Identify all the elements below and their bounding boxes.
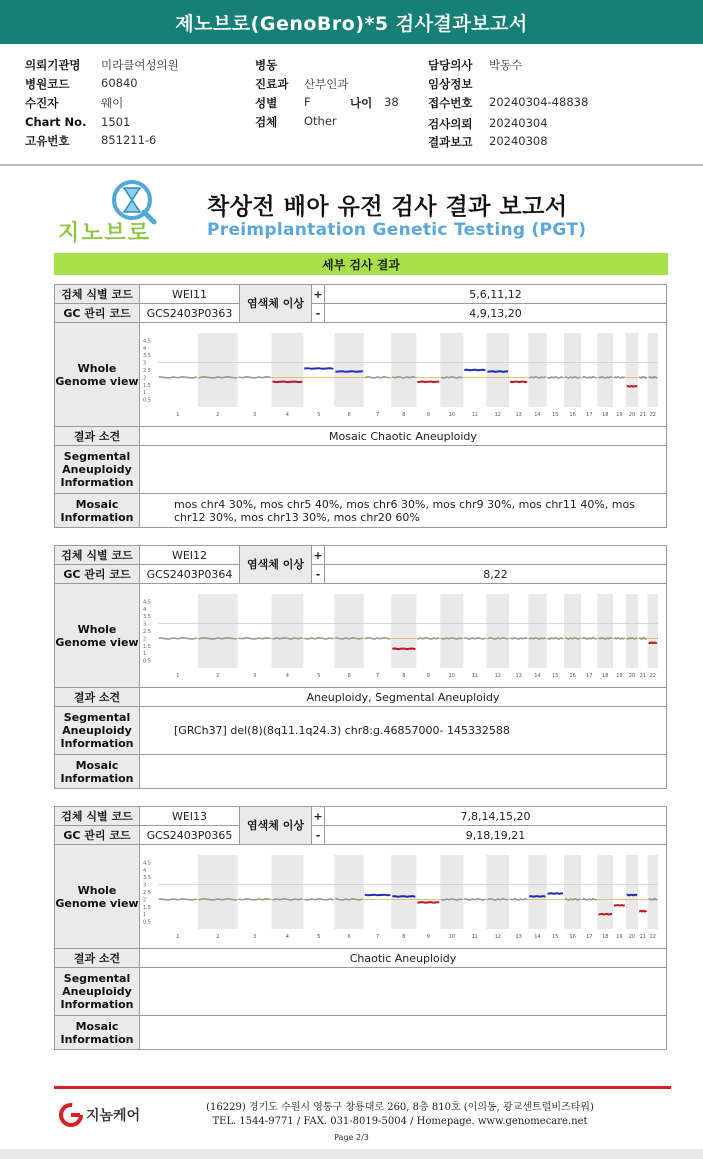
chromosome-11-copy-number [464,638,485,639]
chromosome-label: 15 [552,412,559,418]
chromosome-band [564,855,581,929]
chromosome-1-copy-number [159,377,197,378]
chromosome-1-copy-number [159,638,197,639]
chromosome-band [626,855,638,929]
gain-chromosomes: 5,6,11,12 [325,285,667,304]
chromosome-label: 9 [426,934,430,940]
chromosome-1-copy-number [159,899,197,900]
chromosome-label: 17 [586,673,593,679]
chromosome-20-copy-number [627,895,637,896]
gain-chromosomes: 7,8,14,15,20 [325,807,667,826]
wgv-label: Whole Genome view [55,845,140,949]
loss-sign: - [312,565,325,584]
chromosome-label: 18 [602,673,609,679]
chromosome-band [334,333,363,407]
result-label: 결과 소견 [55,688,140,707]
chromosome-17-copy-number [582,377,596,378]
chromosome-5-copy-number [304,899,333,900]
whole-genome-chart-cell [140,323,667,427]
chromosome-8-copy-number [392,896,415,897]
y-tick-label: 3.5 [143,614,151,621]
field-value: 미라클여성의원 [101,58,179,72]
field-value: 박동수 [489,58,523,72]
chromosome-label: 7 [375,412,380,418]
field-label: Chart No. [25,115,87,129]
sample-id-value: WEI12 [140,546,240,565]
chromosome-17-copy-number [582,899,596,900]
contact-line: TEL. 1544-9771 / FAX. 031-8019-5004 / Homepage. www.genomecare.net [212,1116,588,1127]
logo-wordmark: 지노브로 [58,221,152,246]
result-label: 결과 소견 [55,427,140,446]
embryo-table-1 [54,284,667,528]
address-line: (16229) 경기도 수원시 영통구 창룡대로 260, 8층 810호 (이의동, 광교센트럴비즈타워) [206,1102,594,1113]
gain-sign: + [312,285,325,304]
chromosome-label: 21 [639,673,647,679]
chromosome-label: 4 [285,934,289,940]
embryo-table-2 [54,545,667,789]
chromosome-3-copy-number [239,377,271,378]
field-value: 20240304-48838 [489,95,589,109]
chromosome-15-copy-number [548,377,564,378]
page-bottom-band [0,1149,703,1159]
loss-chromosomes: 4,9,13,20 [325,304,667,323]
chromosome-band [198,333,238,407]
chromosome-label: 4 [285,412,289,418]
segmental-value [140,968,667,1016]
y-tick-label: 3.5 [143,353,151,360]
chromosome-label: 20 [628,412,636,418]
field-label: 성별 [255,96,278,110]
y-tick-label: 2.5 [143,368,151,374]
chromosome-label: 20 [628,673,636,679]
mosaic-label: Mosaic Information [55,494,140,528]
chromosome-band [440,333,463,407]
chromosome-band [486,594,509,668]
footer-address [150,1101,650,1129]
chromosome-label: 6 [347,412,351,418]
y-tick-label: 1.5 [143,904,151,911]
y-tick-label: 1 [143,390,147,397]
chromosome-label: 3 [252,412,257,418]
chromosome-label: 16 [569,934,576,940]
genomecare-logo [58,1102,140,1128]
chromosome-22-copy-number [649,643,657,644]
y-tick-label: 0.5 [143,919,151,926]
chromosome-3-copy-number [239,638,271,639]
chromosome-label: 1 [176,673,180,679]
chromosome-label: 2 [216,673,220,679]
chromosome-label: 2 [216,412,220,418]
field-value: Other [304,114,337,128]
chromosome-label: 7 [375,673,380,679]
whole-genome-plot [140,323,666,423]
sample-id-label: 검체 식별 코드 [55,546,140,565]
chromosome-19-copy-number [614,638,625,639]
chromosome-label: 22 [649,673,657,679]
chromosome-21-copy-number [639,638,647,639]
field-value: 851211-6 [101,133,157,147]
chromosome-13-copy-number [510,382,527,383]
field-label: 결과보고 [428,135,473,149]
report-subtitle: Preimplantation Genetic Testing (PGT) [207,220,587,240]
gain-sign: + [312,807,325,826]
y-tick-label: 3 [143,621,147,628]
chromosome-band [626,333,638,407]
gc-code-label: GC 관리 코드 [55,304,140,323]
gain-sign: + [312,546,325,565]
result-value: Mosaic Chaotic Aneuploidy [140,427,667,446]
mosaic-value [140,755,667,789]
y-tick-label: 1 [143,651,147,658]
y-tick-label: 0.5 [143,397,151,404]
chromosome-label: 18 [602,934,609,940]
chromosome-label: 12 [494,412,501,418]
chromosome-label: 21 [639,412,647,418]
y-tick-label: 4.5 [143,599,151,606]
result-value: Chaotic Aneuploidy [140,949,667,968]
chromosome-label: 12 [494,673,501,679]
chromosome-label: 16 [569,412,576,418]
field-label: 접수번호 [428,96,473,110]
chromosome-9-copy-number [417,902,439,903]
chromosome-label: 1 [176,412,180,418]
chromosome-label: 15 [552,934,559,940]
chromosome-label: 1 [176,934,180,940]
patient-info [0,50,703,154]
chromosome-band [391,594,416,668]
chromosome-label: 17 [586,412,593,418]
field-label: 병원코드 [25,77,70,91]
chromosome-label: 12 [494,934,501,940]
chromosome-label: 14 [534,673,541,679]
field-value: 20240304 [489,116,548,130]
whole-genome-plot [140,845,666,945]
chromosome-label: 10 [448,673,455,679]
y-tick-label: 4 [143,867,147,874]
chromosome-band [334,855,363,929]
abnormal-label: 염색체 이상 [240,807,312,845]
y-tick-label: 3 [143,882,147,889]
chromosome-band [528,333,546,407]
field-label: 나이 [350,96,373,110]
chromosome-label: 10 [448,412,455,418]
chromosome-14-copy-number [529,377,545,378]
chromosome-label: 9 [426,673,430,679]
chromosome-label: 11 [471,934,479,940]
chromosome-21-copy-number [639,911,647,912]
field-label: 수진자 [25,96,59,110]
field-value: 20240308 [489,134,548,148]
chromosome-label: 5 [317,673,321,679]
footer-divider [54,1086,671,1089]
field-value: 웨이 [101,96,124,110]
sample-id-label: 검체 식별 코드 [55,285,140,304]
wgv-label: Whole Genome view [55,323,140,427]
chromosome-9-copy-number [417,382,439,383]
loss-chromosomes: 8,22 [325,565,667,584]
gc-code-value: GCS2403P0363 [140,304,240,323]
chromosome-label: 18 [602,412,609,418]
chromosome-band [597,855,613,929]
sample-id-value: WEI13 [140,807,240,826]
chromosome-band [648,594,658,668]
chromosome-band [440,594,463,668]
chromosome-11-copy-number [464,370,485,371]
field-label: 진료과 [255,77,289,91]
y-tick-label: 4.5 [143,338,151,345]
loss-sign: - [312,826,325,845]
chromosome-5-copy-number [304,368,333,369]
wgv-label: Whole Genome view [55,584,140,688]
footer-logo-text: 지놈케어 [86,1108,141,1124]
sample-id-label: 검체 식별 코드 [55,807,140,826]
result-label: 결과 소견 [55,949,140,968]
chromosome-band [648,855,658,929]
chromosome-band [648,333,658,407]
field-label: 담당의사 [428,58,473,72]
report-title: 착상전 배아 유전 검사 결과 보고서 [207,194,568,220]
field-label: 검사의뢰 [428,117,473,131]
y-tick-label: 3.5 [143,875,151,882]
mosaic-value: mos chr4 30%, mos chr5 40%, mos chr6 30%, mos chr9 30%, mos chr11 40%, mos chr12 30%, mos chr13 30%, mos chr20 60% [140,494,667,528]
chromosome-band [486,333,509,407]
chromosome-band [597,594,613,668]
y-tick-label: 1.5 [143,382,151,389]
gc-code-label: GC 관리 코드 [55,565,140,584]
chromosome-band [271,594,303,668]
chromosome-label: 22 [649,412,657,418]
chromosome-7-copy-number [365,895,391,896]
chromosome-19-copy-number [614,377,625,378]
y-tick-label: 4 [143,345,147,352]
chromosome-band [486,855,509,929]
page-number: Page 2/3 [334,1133,369,1142]
chromosome-label: 19 [616,412,623,418]
chromosome-label: 3 [252,934,257,940]
whole-genome-plot [140,584,666,684]
chromosome-label: 8 [402,934,406,940]
chromosome-4-copy-number [273,382,303,383]
y-tick-label: 1.5 [143,643,151,650]
genomecare-g-icon [58,1102,84,1128]
field-value: 38 [384,95,399,109]
abnormal-label: 염색체 이상 [240,546,312,584]
embryo-table-3 [54,806,667,1050]
chromosome-label: 22 [649,934,657,940]
mosaic-value [140,1016,667,1050]
loss-chromosomes: 9,18,19,21 [325,826,667,845]
chromosome-13-copy-number [510,638,527,639]
segmental-label: Segmental Aneuploidy Information [55,446,140,494]
segmental-value: [GRCh37] del(8)(8q11.1q24.3) chr8:g.46857000- 145332588 [140,707,667,755]
chromosome-label: 5 [317,934,321,940]
chromosome-band [564,333,581,407]
chromosome-band [391,333,416,407]
y-tick-label: 4 [143,606,147,613]
chromosome-label: 13 [515,412,522,418]
chromosome-label: 6 [347,934,351,940]
chromosome-7-copy-number [365,638,391,639]
chromosome-band [271,855,303,929]
chromosome-label: 14 [534,934,541,940]
chromosome-band [528,594,546,668]
chromosome-label: 7 [375,934,380,940]
chromosome-label: 13 [515,934,522,940]
chromosome-label: 15 [552,673,559,679]
chromosome-14-copy-number [529,638,545,639]
chromosome-label: 19 [616,934,623,940]
chromosome-15-copy-number [548,893,564,894]
chromosome-17-copy-number [582,638,596,639]
result-value: Aneuploidy, Segmental Aneuploidy [140,688,667,707]
field-value: 60840 [101,76,138,90]
chromosome-label: 4 [285,673,289,679]
abnormal-label: 염색체 이상 [240,285,312,323]
chromosome-label: 6 [347,673,351,679]
chromosome-label: 21 [639,934,647,940]
whole-genome-chart-cell [140,845,667,949]
mosaic-label: Mosaic Information [55,755,140,789]
y-tick-label: 4.5 [143,860,151,867]
chromosome-band [198,855,238,929]
chromosome-20-copy-number [627,386,637,387]
chromosome-13-copy-number [510,899,527,900]
field-value: 1501 [101,115,131,129]
chromosome-label: 14 [534,412,541,418]
chromosome-8-copy-number [392,649,415,650]
chromosome-9-copy-number [417,638,439,639]
loss-sign: - [312,304,325,323]
chromosome-3-copy-number [239,899,271,900]
chromosome-4-copy-number [273,638,303,639]
chromosome-band [198,594,238,668]
y-tick-label: 1 [143,912,147,919]
field-label: 의뢰기관명 [25,58,81,72]
chromosome-label: 11 [471,673,479,679]
chromosome-label: 20 [628,934,636,940]
y-tick-label: 2 [143,375,147,382]
section-title: 세부 검사 결과 [54,253,668,275]
chromosome-6-copy-number [335,371,362,372]
segmental-label: Segmental Aneuploidy Information [55,968,140,1016]
chromosome-15-copy-number [548,638,564,639]
chromosome-label: 16 [569,673,576,679]
y-tick-label: 2 [143,636,147,643]
chromosome-band [271,333,303,407]
chromosome-label: 11 [471,412,479,418]
y-tick-label: 2.5 [143,890,151,896]
chromosome-band [528,855,546,929]
chromosome-14-copy-number [529,896,545,897]
chromosome-label: 13 [515,673,522,679]
chromosome-label: 9 [426,412,430,418]
y-tick-label: 2 [143,897,147,904]
y-tick-label: 2.5 [143,629,151,635]
chromosome-18-copy-number [599,914,613,915]
field-label: 검체 [255,115,278,129]
chromosome-12-copy-number [487,371,508,372]
chromosome-label: 8 [402,673,406,679]
field-value: F [304,95,311,109]
chromosome-4-copy-number [273,899,303,900]
field-label: 고유번호 [25,134,70,148]
chromosome-band [597,333,613,407]
gc-code-label: GC 관리 코드 [55,826,140,845]
chromosome-band [334,594,363,668]
field-label: 병동 [255,58,278,72]
chromosome-19-copy-number [614,905,625,906]
chromosome-7-copy-number [365,377,391,378]
sample-id-value: WEI11 [140,285,240,304]
chromosome-label: 3 [252,673,257,679]
chromosome-label: 17 [586,934,593,940]
chromosome-band [440,855,463,929]
chromosome-11-copy-number [464,899,485,900]
gain-chromosomes [325,546,667,565]
chromosome-label: 2 [216,934,220,940]
chromosome-label: 8 [402,412,406,418]
gc-code-value: GCS2403P0365 [140,826,240,845]
segmental-label: Segmental Aneuploidy Information [55,707,140,755]
chromosome-band [564,594,581,668]
y-tick-label: 3 [143,360,147,367]
chromosome-label: 19 [616,673,623,679]
genobro-logo [58,178,188,244]
chromosome-label: 10 [448,934,455,940]
gc-code-value: GCS2403P0364 [140,565,240,584]
field-value: 산부인과 [304,77,349,91]
whole-genome-chart-cell [140,584,667,688]
mosaic-label: Mosaic Information [55,1016,140,1050]
document-title: 제노브로(GenoBro)*5 검사결과보고서 [0,0,703,44]
field-label: 임상정보 [428,77,473,91]
chromosome-21-copy-number [639,377,647,378]
chromosome-5-copy-number [304,638,333,639]
chromosome-band [626,594,638,668]
y-tick-label: 0.5 [143,658,151,665]
segmental-value [140,446,667,494]
chromosome-band [391,855,416,929]
chromosome-label: 5 [317,412,321,418]
